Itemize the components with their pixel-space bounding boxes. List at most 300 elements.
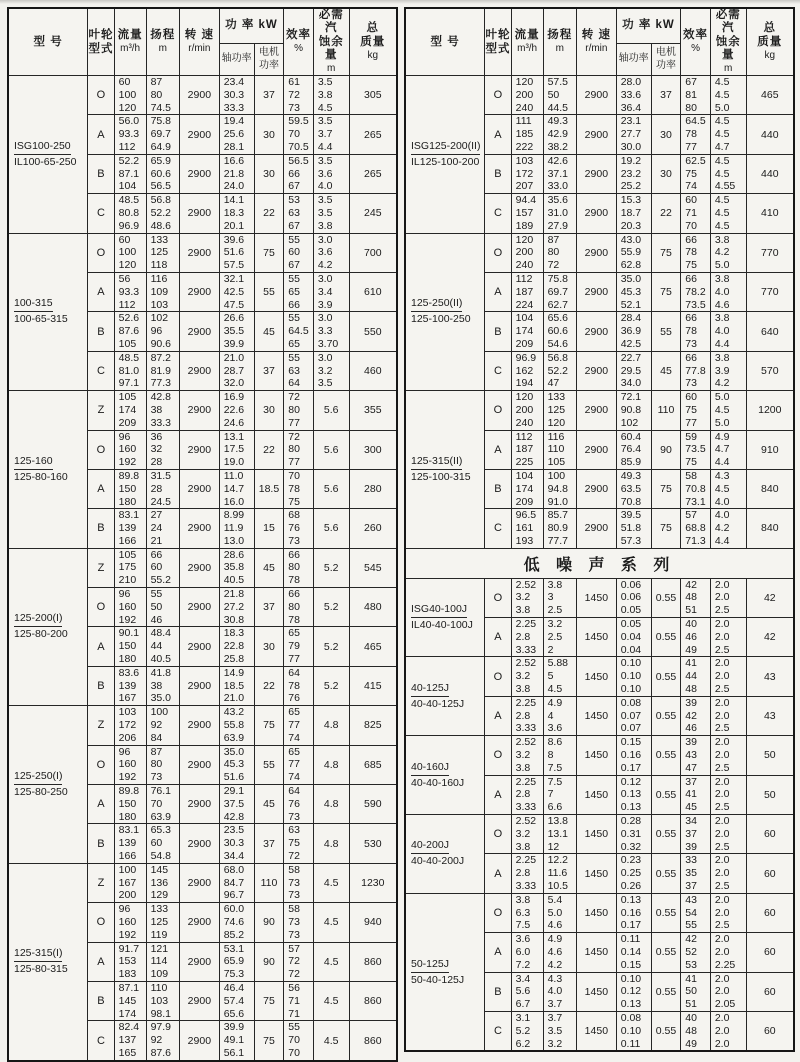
shaft-power-cell-value: 37.5 xyxy=(223,797,245,810)
npsh-cell xyxy=(710,312,746,351)
shaft-power-cell-value: 20.3 xyxy=(620,219,642,232)
flow-cell-value: 145 xyxy=(118,994,137,1007)
model-names xyxy=(9,140,87,169)
npsh-cell-value: 2.0 xyxy=(714,854,730,867)
flow-cell-value: 200 xyxy=(118,889,137,902)
shaft-power-cell-value: 33.6 xyxy=(620,88,642,101)
flow-cell-value: 96 xyxy=(118,903,131,916)
head-cell xyxy=(146,706,179,745)
motor-power-cell-value: 45 xyxy=(263,325,275,338)
head-cell-value: 100 xyxy=(150,706,169,719)
efficiency-cell-value: 42 xyxy=(685,933,697,946)
impeller-type-value: O xyxy=(96,916,106,929)
mass-cell-value: 460 xyxy=(364,364,382,377)
motor-power-cell xyxy=(254,115,284,154)
npsh-cell-value: 4.4 xyxy=(714,456,730,469)
head-cell-value: 56.8 xyxy=(150,194,171,207)
col-header-mass-line: 质量 xyxy=(757,36,783,48)
head-cell-value: 4.3 xyxy=(547,972,563,985)
impeller-type-cell xyxy=(485,391,511,430)
flow-cell xyxy=(114,312,146,351)
head-cell-value: 3.7 xyxy=(547,998,563,1011)
impeller-type-cell xyxy=(88,863,114,902)
npsh-cell xyxy=(710,430,746,469)
col-header-npsh-line: 蚀余量 xyxy=(318,36,344,61)
head-cell-value: 125 xyxy=(150,916,169,928)
efficiency-cell xyxy=(284,785,314,824)
npsh-cell-value: 4.8 xyxy=(323,837,339,850)
speed-cell-value: 2900 xyxy=(187,207,212,220)
model-name-isg: 100-315 xyxy=(14,297,53,312)
flow-cell-value: 174 xyxy=(118,1007,137,1020)
efficiency-cell-value: 79 xyxy=(288,640,300,653)
flow-cell xyxy=(511,509,543,548)
impeller-type-value: C xyxy=(493,364,502,377)
head-cell-value: 80.9 xyxy=(547,522,568,535)
efficiency-cell xyxy=(681,509,711,548)
motor-power-cell-value: 90 xyxy=(263,916,275,929)
npsh-cell-value: 2.0 xyxy=(714,933,730,946)
shaft-power-cell-value: 63.9 xyxy=(223,731,245,744)
shaft-power-cell-value: 24.0 xyxy=(223,180,245,193)
npsh-cell-value: 3.70 xyxy=(317,337,339,350)
npsh-cell-value: 3.0 xyxy=(317,351,333,364)
head-cell-value: 63.9 xyxy=(150,810,171,823)
flow-cell-value: 96.5 xyxy=(515,509,537,522)
pump-spec-table-left xyxy=(7,7,398,1062)
table-body xyxy=(405,76,794,1052)
npsh-cell-value: 2.0 xyxy=(714,893,730,906)
flow-cell xyxy=(114,430,146,469)
col-header-flow-text xyxy=(115,29,146,55)
spec-row xyxy=(405,76,794,115)
efficiency-cell-value: 72 xyxy=(288,88,300,101)
speed-cell-value: 1450 xyxy=(584,749,609,762)
efficiency-cell xyxy=(681,775,711,814)
npsh-cell xyxy=(313,194,349,233)
efficiency-cell-value: 41 xyxy=(685,788,697,801)
flow-cell xyxy=(511,154,543,193)
flow-cell-value: 120 xyxy=(515,391,534,404)
head-cell-value: 11.6 xyxy=(547,867,568,880)
col-header-flow-line: m³/h xyxy=(120,43,141,54)
flow-cell-value: 209 xyxy=(515,337,534,350)
flow-cell-value: 210 xyxy=(118,574,137,587)
shaft-power-cell-value: 0.15 xyxy=(620,736,642,749)
motor-power-cell-value: 45 xyxy=(263,561,275,574)
efficiency-cell-value: 58 xyxy=(288,863,300,876)
head-cell xyxy=(146,115,179,154)
efficiency-cell-value: 54 xyxy=(685,906,697,919)
head-cell-value: 90.6 xyxy=(150,337,171,350)
impeller-type-cell xyxy=(485,194,511,233)
efficiency-cell-value: 40 xyxy=(685,1011,697,1024)
flow-cell-value: 96.9 xyxy=(118,219,140,232)
impeller-type-value: O xyxy=(493,591,503,604)
efficiency-cell-value: 55 xyxy=(288,1021,300,1034)
head-cell-value: 65.9 xyxy=(150,154,171,167)
head-cell xyxy=(146,1021,179,1061)
efficiency-cell xyxy=(681,933,711,972)
npsh-cell-value: 4.0 xyxy=(714,285,730,298)
shaft-power-cell-value: 19.2 xyxy=(620,154,642,167)
efficiency-cell-value: 72 xyxy=(288,391,300,404)
mass-cell xyxy=(349,154,397,193)
mass-cell-value: 825 xyxy=(364,719,382,732)
efficiency-cell xyxy=(284,666,314,705)
head-cell-value: 87.2 xyxy=(150,351,171,364)
efficiency-cell-value: 63 xyxy=(288,206,300,219)
head-cell-value: 3.8 xyxy=(547,578,563,591)
npsh-cell-value: 3.6 xyxy=(317,246,333,259)
efficiency-cell-value: 72 xyxy=(288,430,300,443)
efficiency-cell-value: 70 xyxy=(685,219,697,232)
speed-cell xyxy=(577,430,617,469)
npsh-cell-value: 4.2 xyxy=(714,377,730,390)
motor-power-cell xyxy=(651,972,681,1011)
impeller-type-value: B xyxy=(494,167,502,180)
speed-cell-value: 2900 xyxy=(187,719,212,732)
efficiency-cell-value: 34 xyxy=(685,815,697,828)
efficiency-cell-value: 51 xyxy=(685,998,697,1011)
head-cell-value: 74.5 xyxy=(150,101,171,114)
head-cell-value: 31.5 xyxy=(150,469,171,482)
flow-cell-value: 165 xyxy=(118,1046,137,1059)
npsh-cell xyxy=(313,154,349,193)
npsh-cell xyxy=(710,1011,746,1051)
efficiency-cell-value: 42 xyxy=(685,578,697,591)
low-noise-series-banner xyxy=(405,548,794,578)
flow-cell-value: 139 xyxy=(118,837,137,850)
speed-cell-value: 2900 xyxy=(187,837,212,850)
head-cell-value: 36 xyxy=(150,430,163,443)
efficiency-cell-value: 78.2 xyxy=(685,285,706,298)
npsh-cell-value: 4.5 xyxy=(714,167,730,180)
shaft-power-cell xyxy=(616,736,651,775)
flow-cell-value: 2.8 xyxy=(515,709,531,722)
flow-cell-value: 104 xyxy=(118,180,137,193)
flow-cell xyxy=(114,942,146,981)
shaft-power-cell-value: 53.1 xyxy=(223,942,245,955)
efficiency-cell-value: 46 xyxy=(685,630,697,643)
mass-cell-value: 465 xyxy=(364,640,382,653)
speed-cell xyxy=(180,312,220,351)
speed-cell xyxy=(577,578,617,617)
speed-cell xyxy=(577,657,617,696)
head-cell-value: 32 xyxy=(150,443,163,456)
head-cell-value: 65.3 xyxy=(150,824,171,837)
impeller-type-cell xyxy=(88,312,114,351)
shaft-power-cell-value: 29.1 xyxy=(223,785,245,798)
speed-cell-value: 2900 xyxy=(187,916,212,929)
flow-cell-value: 180 xyxy=(118,810,137,823)
npsh-cell-value: 4.5 xyxy=(317,101,333,114)
efficiency-cell xyxy=(681,312,711,351)
mass-cell-value: 465 xyxy=(761,89,779,102)
head-cell-value: 75.8 xyxy=(150,115,171,128)
flow-cell-value: 2.52 xyxy=(515,657,537,670)
flow-cell-value: 150 xyxy=(118,797,137,810)
shaft-power-cell-value: 0.14 xyxy=(620,946,642,958)
motor-power-cell xyxy=(254,509,284,548)
mass-cell-value: 940 xyxy=(364,916,382,929)
motor-power-cell xyxy=(254,785,284,824)
flow-cell-value: 2.8 xyxy=(515,630,531,643)
head-cell xyxy=(543,815,576,854)
mass-cell xyxy=(349,666,397,705)
npsh-cell xyxy=(710,696,746,735)
spec-row xyxy=(405,657,794,696)
shaft-power-cell-value: 28.0 xyxy=(620,76,642,88)
col-header-efficiency-line: % xyxy=(294,43,303,54)
impeller-type-cell xyxy=(485,509,511,548)
spec-row xyxy=(405,815,794,854)
npsh-cell-value: 4.5 xyxy=(714,128,730,141)
mass-cell-value: 440 xyxy=(761,128,779,141)
head-cell-value: 33.3 xyxy=(150,416,171,429)
shaft-power-cell-value: 18.7 xyxy=(620,206,642,219)
efficiency-cell-value: 43 xyxy=(685,893,697,906)
efficiency-cell-value: 80 xyxy=(288,561,300,574)
flow-cell-value: 3.2 xyxy=(515,670,531,683)
col-header-impeller xyxy=(485,8,511,76)
npsh-cell-value: 2.0 xyxy=(714,985,730,998)
model-names xyxy=(406,455,484,484)
efficiency-cell-value: 77 xyxy=(288,719,300,732)
shaft-power-cell xyxy=(616,391,651,430)
mass-cell-value: 265 xyxy=(364,128,382,141)
flow-cell-value: 209 xyxy=(118,416,137,429)
efficiency-cell-value: 73.5 xyxy=(685,443,706,456)
mass-cell xyxy=(746,115,794,154)
shaft-power-cell xyxy=(616,933,651,972)
shaft-power-cell-value: 49.3 xyxy=(620,469,642,482)
head-cell-value: 72 xyxy=(547,259,560,272)
efficiency-cell-value: 78 xyxy=(685,128,697,141)
motor-power-cell xyxy=(651,469,681,508)
impeller-type-value: B xyxy=(97,522,105,535)
flow-cell-value: 3.6 xyxy=(515,933,531,946)
mass-cell-value: 50 xyxy=(763,788,776,801)
model-names xyxy=(406,297,484,326)
col-header-power xyxy=(219,8,284,43)
shaft-power-cell xyxy=(616,312,651,351)
efficiency-cell-value: 37 xyxy=(685,775,697,788)
impeller-type-cell xyxy=(485,154,511,193)
head-cell-value: 110 xyxy=(150,981,168,994)
npsh-cell-value: 4.4 xyxy=(317,140,333,153)
head-cell-value: 66 xyxy=(150,548,163,561)
efficiency-cell-value: 66 xyxy=(685,272,697,285)
mass-cell-value: 550 xyxy=(364,325,382,338)
shaft-power-cell xyxy=(616,233,651,272)
impeller-type-value: B xyxy=(97,837,105,850)
flow-cell-value: 150 xyxy=(118,640,137,653)
head-cell xyxy=(543,76,576,115)
shaft-power-cell-value: 0.04 xyxy=(620,643,642,656)
flow-cell-value: 2.8 xyxy=(515,788,531,801)
shaft-power-cell-value: 0.06 xyxy=(620,578,642,591)
shaft-power-cell-value: 14.1 xyxy=(223,194,245,207)
speed-cell xyxy=(577,736,617,775)
mass-cell-value: 860 xyxy=(364,995,382,1008)
npsh-cell-value: 4.7 xyxy=(714,140,730,153)
shaft-power-cell-value: 75.3 xyxy=(223,968,245,981)
npsh-cell-value: 3.8 xyxy=(714,233,730,246)
impeller-type-value: O xyxy=(493,828,503,841)
shaft-power-cell-value: 27.2 xyxy=(223,600,245,613)
flow-cell xyxy=(114,469,146,508)
flow-cell-value: 97.1 xyxy=(118,377,140,390)
flow-cell-value: 3.1 xyxy=(515,1011,531,1024)
shaft-power-cell xyxy=(616,351,651,390)
head-cell-value: 49.3 xyxy=(547,115,568,128)
shaft-power-cell-value: 0.13 xyxy=(620,788,642,801)
col-header-motor-power-line: 功率 xyxy=(258,59,279,71)
impeller-type-cell xyxy=(485,233,511,272)
efficiency-cell-value: 77 xyxy=(685,416,697,429)
npsh-cell xyxy=(710,854,746,893)
head-cell-value: 2.5 xyxy=(547,630,563,643)
col-header-npsh-text xyxy=(314,9,349,75)
efficiency-cell xyxy=(681,469,711,508)
flow-cell-value: 93.3 xyxy=(118,285,140,298)
npsh-cell-value: 3.8 xyxy=(714,312,730,325)
head-cell-value: 48.6 xyxy=(150,219,171,232)
efficiency-cell-value: 64.5 xyxy=(685,115,706,128)
impeller-type-value: A xyxy=(494,631,502,644)
flow-cell xyxy=(511,696,543,735)
efficiency-cell-value: 55 xyxy=(288,351,300,364)
efficiency-cell-value: 37 xyxy=(685,827,697,840)
flow-cell-value: 6.2 xyxy=(515,1037,531,1050)
speed-cell-value: 2900 xyxy=(187,640,212,653)
speed-cell-value: 2900 xyxy=(187,128,212,141)
speed-cell xyxy=(577,272,617,311)
col-header-power-line: 功 率 kW xyxy=(622,19,675,32)
col-header-mass-line: kg xyxy=(764,50,776,61)
efficiency-cell-value: 59 xyxy=(685,430,697,443)
head-cell xyxy=(543,194,576,233)
shaft-power-cell-value: 63.5 xyxy=(620,482,642,495)
head-cell xyxy=(146,863,179,902)
head-cell-value: 55 xyxy=(150,588,163,601)
model-cell xyxy=(405,578,485,657)
efficiency-cell-value: 58 xyxy=(685,469,697,482)
head-cell-value: 4.9 xyxy=(547,696,563,709)
mass-cell-value: 640 xyxy=(761,325,779,338)
efficiency-cell-value: 44 xyxy=(685,670,697,683)
shaft-power-cell-value: 45.3 xyxy=(620,285,642,298)
flow-cell-value: 3.33 xyxy=(515,880,537,893)
shaft-power-cell xyxy=(219,509,254,548)
head-cell-value: 4.9 xyxy=(547,933,563,946)
head-cell xyxy=(146,272,179,311)
npsh-cell-value: 4.5 xyxy=(323,955,339,968)
speed-cell-value: 2900 xyxy=(584,443,609,456)
shaft-power-cell-value: 0.16 xyxy=(620,906,642,919)
shaft-power-cell-value: 19.4 xyxy=(223,115,245,128)
speed-cell-value: 2900 xyxy=(584,483,609,496)
flow-cell-value: 104 xyxy=(515,312,534,325)
speed-cell-value: 2900 xyxy=(187,404,212,417)
shaft-power-cell-value: 16.9 xyxy=(223,391,245,404)
mass-cell-value: 280 xyxy=(364,483,382,496)
speed-cell-value: 2900 xyxy=(187,167,212,180)
flow-cell xyxy=(511,1011,543,1051)
head-cell-value: 7.5 xyxy=(547,761,563,774)
impeller-type-cell xyxy=(485,272,511,311)
head-cell-value: 42.8 xyxy=(150,391,171,404)
head-cell-value: 91.0 xyxy=(547,495,568,508)
efficiency-cell-value: 57 xyxy=(685,509,697,522)
flow-cell-value: 157 xyxy=(515,206,534,219)
efficiency-cell-value: 76 xyxy=(288,522,300,535)
motor-power-cell-value: 75 xyxy=(263,246,275,259)
npsh-cell-value: 4.7 xyxy=(714,443,730,456)
efficiency-cell-value: 64 xyxy=(288,377,300,390)
npsh-cell-value: 4.8 xyxy=(323,798,339,811)
col-header-efficiency xyxy=(284,8,314,76)
impeller-type-cell xyxy=(485,618,511,657)
flow-cell-value: 112 xyxy=(118,140,136,153)
efficiency-cell-value: 53 xyxy=(685,958,697,971)
npsh-cell-value: 3.5 xyxy=(317,76,333,88)
npsh-cell-value: 2.0 xyxy=(714,867,730,880)
head-cell-value: 35.0 xyxy=(150,692,171,705)
npsh-cell-value: 5.2 xyxy=(323,561,339,574)
shaft-power-cell-value: 18.3 xyxy=(223,206,245,219)
model-cell xyxy=(405,76,485,234)
efficiency-cell-value: 73 xyxy=(288,810,300,823)
flow-cell xyxy=(114,903,146,942)
flow-cell xyxy=(114,115,146,154)
head-cell-value: 3.2 xyxy=(547,618,563,631)
impeller-type-value: O xyxy=(96,89,106,102)
flow-cell-value: 2.25 xyxy=(515,854,537,867)
efficiency-cell xyxy=(284,627,314,666)
head-cell xyxy=(543,618,576,657)
col-header-npsh-text xyxy=(711,9,746,75)
npsh-cell-value: 3.3 xyxy=(317,325,333,338)
flow-cell-value: 180 xyxy=(118,653,137,666)
flow-cell-value: 6.0 xyxy=(515,946,531,958)
model-name-il: 125-80-160 xyxy=(14,470,68,483)
impeller-type-cell xyxy=(88,509,114,548)
speed-cell-value: 1450 xyxy=(584,591,609,604)
shaft-power-cell-value: 18.5 xyxy=(223,679,245,692)
efficiency-cell-value: 76 xyxy=(288,797,300,810)
shaft-power-cell-value: 21.8 xyxy=(223,167,245,180)
npsh-cell-value: 2.0 xyxy=(714,618,730,631)
speed-cell xyxy=(577,854,617,893)
col-header-npsh xyxy=(710,8,746,76)
efficiency-cell xyxy=(284,391,314,430)
model-name-isg: 125-315(II) xyxy=(411,455,462,470)
efficiency-cell-value: 74 xyxy=(288,731,300,744)
impeller-type-cell xyxy=(88,824,114,863)
head-cell-value: 87 xyxy=(150,76,163,88)
npsh-cell-value: 5.2 xyxy=(323,601,339,614)
impeller-type-value: O xyxy=(96,246,106,259)
model-cell xyxy=(8,76,88,234)
motor-power-cell xyxy=(254,76,284,115)
col-header-impeller-line: 叶轮 xyxy=(88,28,114,41)
npsh-cell xyxy=(313,588,349,627)
efficiency-cell-value: 75 xyxy=(288,837,300,850)
efficiency-cell-value: 39 xyxy=(685,696,697,709)
col-header-flow xyxy=(114,8,146,76)
